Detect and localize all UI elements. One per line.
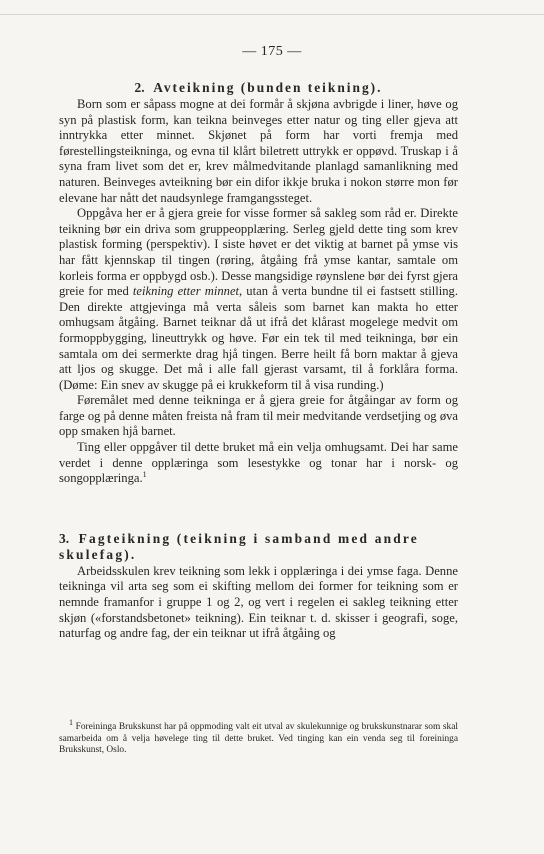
section-2-heading: [59, 80, 458, 96]
section-2-paragraph-2: [59, 206, 458, 393]
paragraph-2-continuation: , utan å verta bundne til ei fastsett stilling. Den direkte attgjevinga må verta såleis som barnet kan makta ho etter omhugsam åtgåing. Barnet teiknar då ut ifrå det klårast mogelege medvit om formoppbygging, lineuttrykk og høve. Før ein tek til med teikninga, bør ein samtala om dei sermerkte drag hjå tingen. Berre heilt få born maktar å gjeva att ljos og skugge. Det må i alle fall gjerast varsamt, til å forklåra forma. (Døme: Ein snev av skugge på ei krukkeform til å visa runding.): [59, 284, 459, 392]
page-number: — 175 —: [242, 44, 302, 59]
footnote-text: Foreininga Brukskunst har på oppmoding valt eit utval av skulekunnige og brukskunstnarar som skal samarbeida om å velja høvelege ting til dette bruket. Ved tinging kan ein venda seg til foreininga Brukskunst, Oslo.: [59, 722, 459, 756]
section-2-paragraph-1: Born som er såpass mogne at dei formår å skjøna avbrigde i liner, høve og syn på plastisk form, kan teikna beinveges etter natur og ting eller gjeva att inntrykka etter minnet. Skjønet på form har vorti fremja med førestellingsteikninga, og evna til klårt biletrett uttrykk er oppøvd. Truskap i å syna fram livet som det er, krev målmedvitande planlagd samanlikning med naturen. Beinveges avteikning bør ein difor ikkje bruka i nokon større mon før elevane har nått det naudsynlege framgangssteget.: [59, 97, 458, 205]
paragraph-2-text: Oppgåva her er å gjera greie for visse former så sakleg som råd er. Direkte teikning bør ein driva som gruppeopplæring. Serleg gjeld dette ting som krev plastisk forming (perspektiv). I siste høvet er det viktig at barnet på ymse vis har fått kjennskap til tingen (røring, åtgåing frå ymse kantar, samtale om korleis forma er oppbygd osb.). Desse mangsidige røynslene bør dei fyrst gjera greie for med: [59, 206, 458, 299]
section-2-paragraph-3: Føremålet med denne teikninga er å gjera greie for åtgåingar av form og farge og på denne måten freista nå fram til meir medvitande verdsetjing og øva opp smaken hjå barnet.: [59, 393, 458, 439]
section-3-title: Fagteikning (teikning i samband med andre skulefag).: [59, 530, 419, 562]
section-2-paragraph-4: [59, 440, 458, 487]
section-2-title: Avteikning (bunden teikning).: [153, 80, 383, 95]
footnote-reference: 1: [142, 470, 147, 480]
paragraph-4-text: Ting eller oppgåver til dette bruket må ein velja omhugsamt. Dei har same verdet i denne opplæringa som lesestykke og tonar har i norsk- og songopplæringa.: [59, 440, 458, 486]
footnote-mark: 1: [69, 717, 73, 727]
page-body: [59, 80, 458, 642]
section-2-number: 2.: [134, 80, 145, 95]
section-3-heading: [59, 531, 458, 563]
page-top-edge: [0, 14, 544, 15]
section-3-paragraph: Arbeidsskulen krev teikning som lekk i opplæringa i dei ymse faga. Denne teikninga vil arta seg som ei skifting mellom dei former for teikning som er nemnde framanfor i gruppe 1 og 2, og vert i regelen ei sakleg teikning etter skjøn («forstandsbetonet» teikning). Ein teiknar t. d. skisser i geografi, soge, naturfag og andre fag, der ein teiknar ut ifrå åtgåing og: [59, 563, 458, 641]
footnote-paragraph: [59, 717, 459, 757]
paragraph-2-emphasis: teikning etter minnet: [132, 284, 240, 299]
section-3-number: 3.: [59, 530, 70, 546]
footnote: [59, 717, 459, 757]
